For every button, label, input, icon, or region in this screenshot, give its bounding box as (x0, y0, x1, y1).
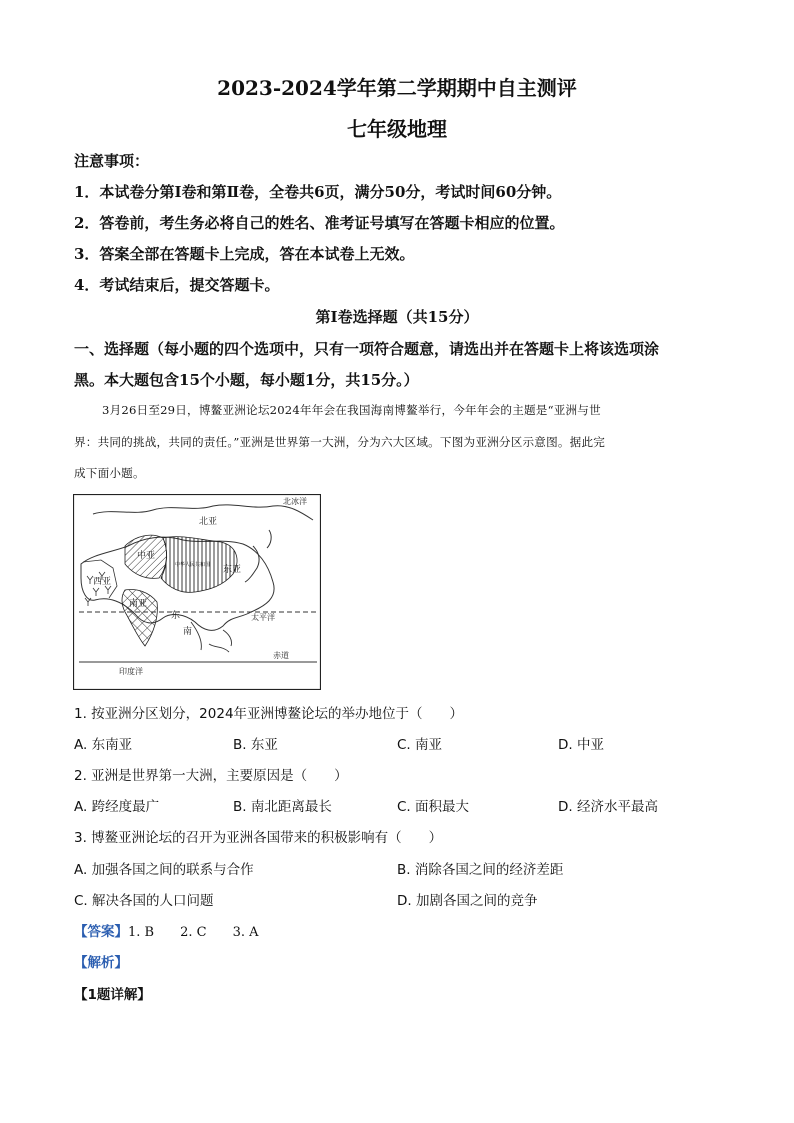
question-1-stem: 1. 按亚洲分区划分，2024年亚洲博鳌论坛的举办地位于（ ） (74, 706, 464, 722)
question-1-option-a: A. 东南亚 (74, 737, 133, 753)
map-label-pacific: 太平洋 (251, 613, 275, 622)
map-label-central-asia: 中亚 (137, 551, 156, 561)
map-label-east-asia: 东亚 (223, 565, 242, 575)
question-1-option-c: C. 南亚 (397, 737, 443, 753)
question-3-option-d: D. 加剧各国之间的竞争 (397, 893, 538, 909)
intro-line-1: 3月26日至29日，博鳌亚洲论坛2024年年会在我国海南博鳌举行，今年年会的主题是“亚洲与世 (102, 403, 601, 417)
notes-item-3: 3．答案全部在答题卡上完成，答在本试卷上无效。 (74, 245, 415, 263)
map-label-southeast-1: 东 (171, 611, 181, 621)
answer-values: 1. B 2. C 3. A (128, 925, 259, 940)
notes-heading: 注意事项： (74, 152, 150, 170)
analysis-tag: 【解析】 (74, 955, 128, 971)
question-2-option-c: C. 面积最大 (397, 799, 470, 815)
question-1-option-b: B. 东亚 (233, 737, 278, 753)
map-label-china: 中华人民共和国 (175, 562, 211, 568)
question-3-option-a: A. 加强各国之间的联系与合作 (74, 862, 254, 878)
map-label-north-asia: 北亚 (199, 517, 218, 527)
question-2-option-d: D. 经济水平最高 (558, 799, 658, 815)
intro-line-2: 界：共同的挑战，共同的责任。”亚洲是世界第一大洲，分为六大区域。下图为亚洲分区示意图。据此完 (74, 435, 606, 449)
map-label-arctic: 北冰洋 (283, 497, 307, 506)
question-1-option-d: D. 中亚 (558, 737, 604, 753)
intro-line-3: 成下面小题。 (74, 466, 145, 480)
map-label-indian-ocean: 印度洋 (119, 667, 143, 676)
exam-subtitle: 七年级地理 (347, 117, 447, 141)
section-instruction-1: 一、选择题（每小题的四个选项中，只有一项符合题意，请选出并在答题卡上将该选项涂 (74, 340, 660, 358)
map-label-southeast-2: 南 (183, 627, 193, 637)
map-label-west-asia: 西亚 (93, 577, 112, 587)
section-title: 第Ⅰ卷选择题（共15分） (315, 308, 479, 326)
map-label-south-asia: 南亚 (129, 599, 148, 609)
answer-line (74, 920, 259, 940)
answer-tag: 【答案】 (74, 924, 128, 940)
question-3-option-b: B. 消除各国之间的经济差距 (397, 862, 564, 878)
notes-item-2: 2．答卷前，考生务必将自己的姓名、准考证号填写在答题卡相应的位置。 (74, 214, 565, 232)
notes-item-1: 1．本试卷分第Ⅰ卷和第Ⅱ卷，全卷共6页，满分50分，考试时间60分钟。 (74, 183, 562, 201)
question-3-stem: 3. 博鳌亚洲论坛的召开为亚洲各国带来的积极影响有（ ） (74, 830, 443, 846)
question-2-stem: 2. 亚洲是世界第一大洲，主要原因是（ ） (74, 768, 348, 784)
exam-title: 2023-2024学年第二学期期中自主测评 (217, 76, 577, 100)
section-instruction-2: 黑。本大题包含15个小题，每小题1分，共15分。） (74, 371, 419, 389)
detail-tag: 【1题详解】 (74, 987, 151, 1003)
question-2-option-a: A. 跨经度最广 (74, 799, 160, 815)
question-2-option-b: B. 南北距离最长 (233, 799, 332, 815)
map-label-equator: 赤道 (273, 651, 289, 660)
notes-item-4: 4．考试结束后，提交答题卡。 (74, 276, 280, 294)
question-3-option-c: C. 解决各国的人口问题 (74, 893, 214, 909)
asia-regions-map (73, 494, 321, 690)
